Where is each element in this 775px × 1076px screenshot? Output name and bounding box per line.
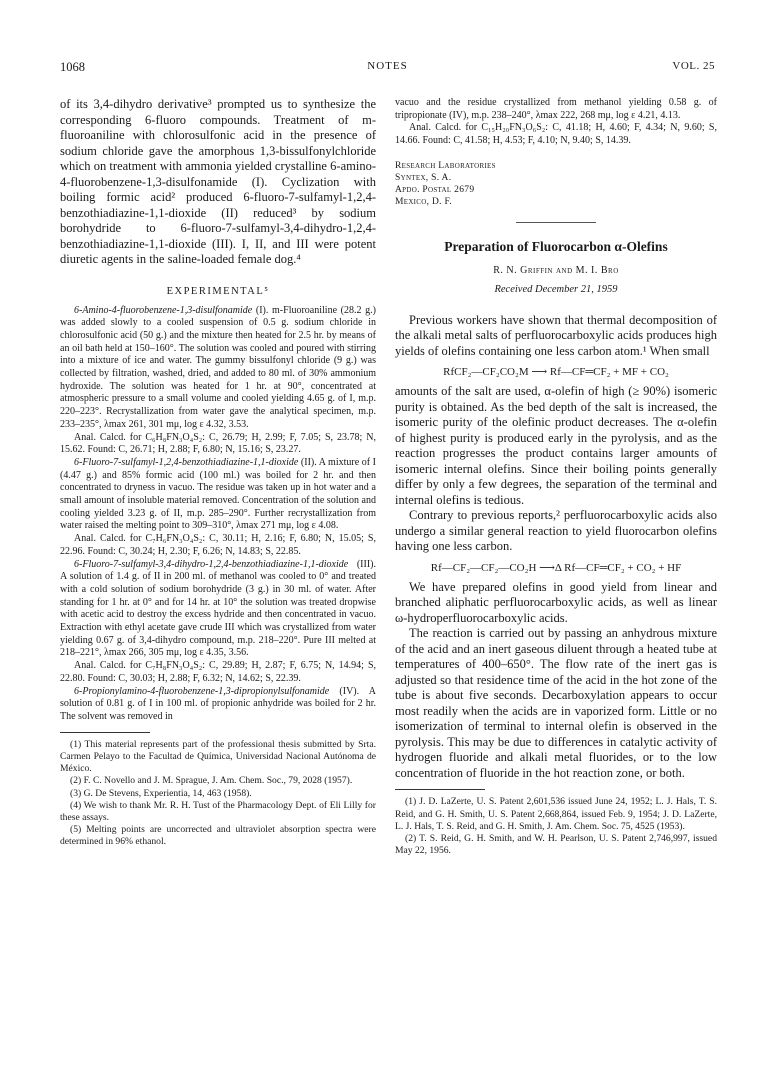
analysis-i: Anal. Calcd. for C₆H₈FN₃O₄S₂: C, 26.79; H, 2.99; F, 7.05; S, 23.78; N, 15.62. Found: C, 26.71; H, 2.88; F, 6.80; N, 15.16; S, 23.27. <box>60 431 376 456</box>
equation-2: Rf—CF₂—CF₂—CO₂H ⟶Δ Rf—CF═CF₂ + CO₂ + HF <box>430 561 682 574</box>
analysis-ii: Anal. Calcd. for C₇H₆FN₃O₄S₂: C, 30.11; H, 2.16; F, 6.80; N, 15.05; S, 22.96. Found: C, 30.24; H, 2.30; F, 6.26; N, 14.83; S, 22.85. <box>60 533 376 557</box>
section-label: NOTES <box>367 60 408 72</box>
left-footnotes <box>60 739 376 849</box>
running-header <box>60 60 715 76</box>
procedure-ii <box>60 457 376 533</box>
procedure-iv-title: 6-Propionylamino-4-fluorobenzene-1,3-dipropionylsulfonamide <box>74 685 330 697</box>
page-number: 1068 <box>60 60 85 74</box>
paragraph: Previous workers have shown that thermal decomposition of the alkali metal salts of perfluorocarboxylic acids produces high yields of olefins containing one less carbon atom.¹ When small <box>395 312 717 358</box>
footnote: (2) F. C. Novello and J. M. Sprague, J. Am. Chem. Soc., 79, 2028 (1957). <box>70 775 353 787</box>
received-date: Received December 21, 1959 <box>494 283 618 295</box>
paragraph: We have prepared olefins in good yield from linear and branched aliphatic perfluorocarboxylic acids, as well as linear ω-hydroperfluorocarboxylic acids. <box>395 579 717 625</box>
procedure-ii-title: 6-Fluoro-7-sulfamyl-1,2,4-benzothiadiazine-1,1-dioxide <box>74 456 299 468</box>
experimental-heading: EXPERIMENTAL⁵ <box>166 285 270 297</box>
procedure-ii-body: (II). A mixture of I (4.47 g.) and 85% formic acid (100 ml.) was boiled for 2 hr. and then concentrated to dryness in vacuo. The residue was taken up in hot water and a small amount of insoluble material removed. Concentration of the solution and cooling yielded 3.23 g. of II, m.p. 285–290°. Further recrystallization from water raised the melting point to 309–310°, λmax 271 mμ, log ε 4.08. <box>60 456 376 532</box>
volume-label: VOL. 25 <box>672 60 715 72</box>
article-title: Preparation of Fluorocarbon α-Olefins <box>444 238 668 254</box>
procedure-iv-body: (IV). A solution of 0.81 g. of I in 100 ml. of propionic anhydride was boiled for 2 hr. The solvent was removed in <box>60 685 376 722</box>
footnote: (1) This material represents part of the professional thesis submitted by Srta. Carmen Pelayo to the Facultad de Química, Universidad Nacional Autónoma de México. <box>60 738 376 775</box>
address-line: Syntex, S. A. <box>395 172 452 183</box>
author-address <box>395 160 717 208</box>
paragraph: Contrary to previous reports,² perfluorocarboxylic acids also undergo a similar general reaction to yield fluorocarbon olefins having one less carbon. <box>395 508 717 554</box>
footnote-rule <box>395 789 485 790</box>
address-line: Research Laboratories <box>395 160 496 171</box>
analysis-iv: Anal. Calcd. for C₁₅H₂₀FN₃O₆S₂: C, 41.18; H, 4.60; F, 4.34; N, 9.60; S, 14.66. Found: C, 41.58; H, 4.53; F, 4.10; N, 9.40; S, 14.39. <box>395 122 717 147</box>
article-separator <box>516 222 596 223</box>
continued-procedure: vacuo and the residue crystallized from methanol yielding 0.58 g. of tripropionate (IV), m.p. 238–240°, λmax 222, 268 mμ, log ε 4.21, 4.13. <box>395 97 717 121</box>
article-authors: R. N. Griffin and M. I. Bro <box>493 264 619 276</box>
procedure-i <box>60 305 376 432</box>
footnote: (4) We wish to thank Mr. R. H. Tust of the Pharmacology Dept. of Eli Lilly for these assays. <box>60 799 376 823</box>
intro-paragraph: of its 3,4-dihydro derivative³ prompted us to synthesize the corresponding 6-fluoro compounds. Treatment of m-fluoroaniline with chlorosulfonic acid in the presence of sodium chloride gave the amorphous 1,3-bissulfonylchloride which on treatment with ammonia yielded crystalline 6-amino-4-fluorobenzene-1,3-disulfonamide (I). Cyclization with boiling formic acid² produced 6-fluoro-7-sulfamyl-1,2,4-benzothiadiazine-1,1-dioxide (II) reduced³ by sodium borohydride to 6-fluoro-7-sulfamyl-3,4-dihydro-1,2,4-benzothiadiazine-1,1-dioxide (III). I, II, and III were potent diuretic agents in the saline-loaded female dog.⁴ <box>60 97 376 266</box>
procedure-i-body: (I). m-Fluoroaniline (28.2 g.) was added slowly to a cooled suspension of 0.5 g. sodium chloride in chlorosulfonic acid (50 g.) and the mixture then heated for 2.5 hr. by means of an oil bath held at 150–160°. The solution was cooled and poured with stirring into a mixture of ice and water. The gummy bissulfonyl chloride (9 g.) was collected by filtration, washed, dried, and added to 80 ml. of 30% ammonium hydroxide. The solution was heated for 1 hr. at 90°, concentrated at atmospheric pressure to a small volume and cooled yielding 4.65 g. of I, m.p. 220–223°. Recrystallization from water gave the analytical specimen, m.p. 233–235°, λmax 261, 301 mμ, log ε 4.32, 3.53. <box>60 304 376 430</box>
footnote: (5) Melting points are uncorrected and ultraviolet absorption spectra were determined in 96% ethanol. <box>60 824 376 848</box>
procedure-iii-body: (III). A solution of 1.4 g. of II in 200 ml. of methanol was cooled to 0° and treated with a cold solution of sodium borohydride (3 g.) in 30 ml. of water. After standing for 1 hr. at 0° and for 14 hr. at 10° the solution was treated dropwise with acetic acid to destroy the excess hydride and then concentrated in vacuo. Extraction with ethyl acetate gave crude III which was crystallized from water yielding 0.67 g. of 3,4-dihydro compound, m.p. 218–220°. Pure III melted at 218–221°, λmax 266, 305 mμ, log ε 4.35, 3.56. <box>60 558 376 659</box>
paragraph: amounts of the salt are used, α-olefin of high (≥ 90%) isomeric purity is obtained. As the bed depth of the salt is increased, the isomeric purity of the olefinic product decreases. The α-olefin of highest purity is produced early in the pyrolysis, and as the reaction progresses the product contains larger amounts of isomeric internal olefins. Since their boiling points generally differ by only a few degrees, the separation of the terminal and internal olefins is tedious. <box>395 384 717 507</box>
equation-1: RfCF₂—CF₂CO₂M ⟶ Rf—CF═CF₂ + MF + CO₂ <box>443 366 669 379</box>
footnote: (1) J. D. LaZerte, U. S. Patent 2,601,536 issued June 24, 1952; L. J. Hals, T. S. Reid, and G. H. Smith, U. S. Patent 2,668,864, issued Feb. 9, 1954; J. D. LaZerte, L. J. Hals, T. S. Reid, and G. H. Smith, J. Am. Chem. Soc. 75, 4525 (1953). <box>395 796 717 832</box>
analysis-iii: Anal. Calcd. for C₇H₈FN₃O₄S₂: C, 29.89; H, 2.87; F, 6.75; N, 14.94; S, 22.80. Found: C, 30.03; H, 2.88; F, 6.32; N, 14.62; S, 22.39. <box>60 660 376 684</box>
procedure-iii <box>60 559 376 661</box>
procedure-i-title: 6-Amino-4-fluorobenzene-1,3-disulfonamide <box>74 304 253 316</box>
address-line: Mexico, D. F. <box>395 196 452 207</box>
footnote-rule <box>60 732 150 733</box>
procedure-iv <box>60 686 376 724</box>
footnote: (2) T. S. Reid, G. H. Smith, and W. H. Pearlson, U. S. Patent 2,746,997, issued May 22, 1956. <box>395 832 717 857</box>
right-footnotes <box>395 796 717 857</box>
footnote: (3) G. De Stevens, Experientia, 14, 463 (1958). <box>70 787 252 799</box>
address-line: Apdo. Postal 2679 <box>395 184 475 195</box>
right-column <box>395 97 717 857</box>
procedure-iii-title: 6-Fluoro-7-sulfamyl-3,4-dihydro-1,2,4-benzothiadiazine-1,1-dioxide <box>74 558 349 570</box>
left-column <box>60 97 376 849</box>
paragraph: The reaction is carried out by passing an anhydrous mixture of the acid and an inert gaseous diluent through a heated tube at temperatures of 400–650°. The flow rate of the inert gas is adjusted so that residence time of the acid in the hot zone of the tube is about five seconds. Decarboxylation appears to occur most readily when the acids are in vaporized form. Little or no isomerization of terminal to internal olefin is observed in the pyrolysis. This may be due to differences in catalytic activity of hydrogen fluoride and alkali metal fluorides, or to the low concentration of fluoride in the hot reaction zone, or both. <box>395 626 717 780</box>
